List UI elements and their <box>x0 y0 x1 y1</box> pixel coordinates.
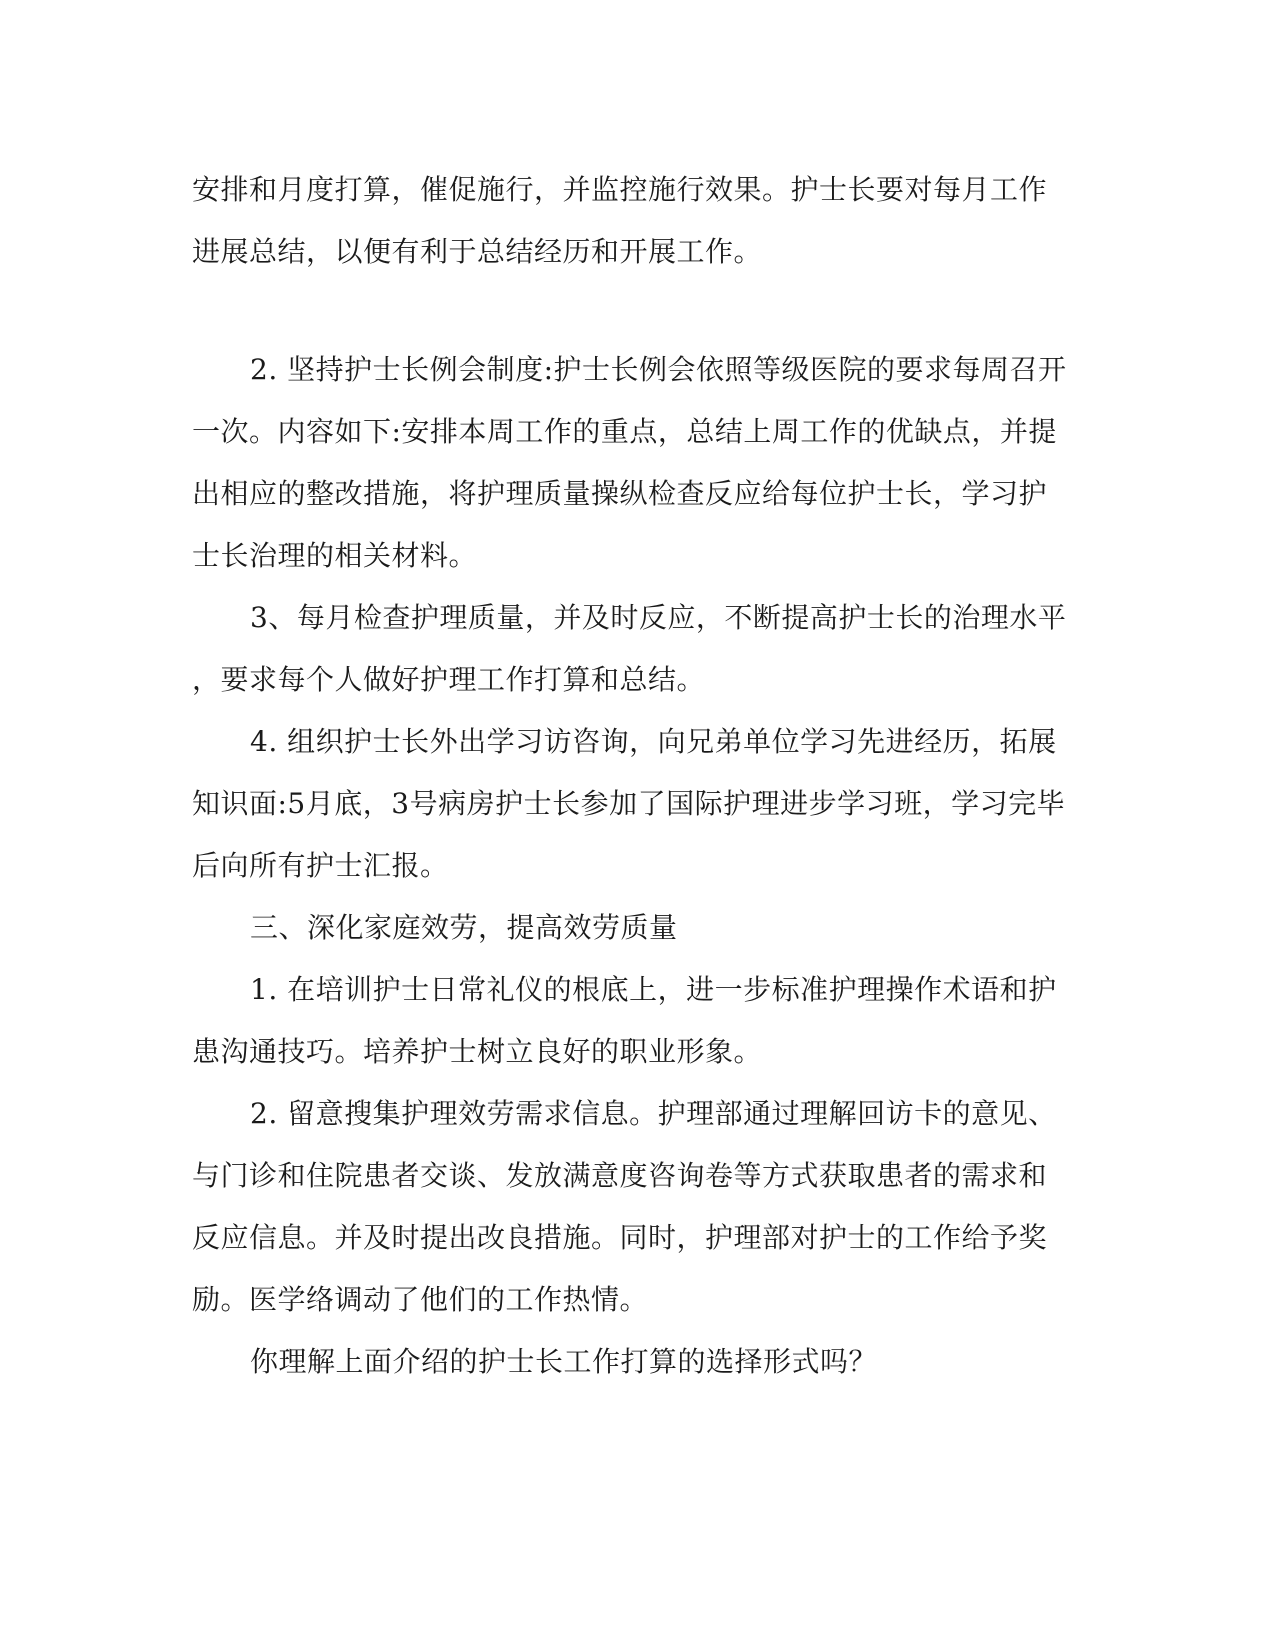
text-line: 励。医学络调动了他们的工作热情。 <box>192 1283 649 1316</box>
text-line: 反应信息。并及时提出改良措施。同时，护理部对护士的工作给予奖 <box>192 1221 1048 1254</box>
text-line: 患沟通技巧。培养护士树立良好的职业形象。 <box>192 1035 763 1068</box>
text-line: 知识面:5月底，3号病房护士长参加了国际护理进步学习班，学习完毕 <box>192 787 1066 820</box>
text-line: 一次。内容如下:安排本周工作的重点，总结上周工作的优缺点，并提 <box>192 415 1057 448</box>
text-line: 2. 留意搜集护理效劳需求信息。护理部通过理解回访卡的意见、 <box>250 1097 1057 1130</box>
text-line: 后向所有护士汇报。 <box>192 849 449 882</box>
text-line: 2. 坚持护士长例会制度:护士长例会依照等级医院的要求每周召开 <box>250 353 1067 386</box>
text-line: 安排和月度打算，催促施行，并监控施行效果。护士长要对每月工作 <box>192 173 1048 206</box>
text-line: 1. 在培训护士日常礼仪的根底上，进一步标准护理操作术语和护 <box>250 973 1057 1006</box>
text-line: 士长治理的相关材料。 <box>192 539 478 572</box>
text-line: ，要求每个人做好护理工作打算和总结。 <box>192 663 706 696</box>
text-line: 进展总结，以便有利于总结经历和开展工作。 <box>192 235 763 268</box>
closing-question: 你理解上面介绍的护士长工作打算的选择形式吗？ <box>250 1345 878 1378</box>
text-line: 3、每月检查护理质量，并及时反应，不断提高护士长的治理水平 <box>250 601 1067 634</box>
section-heading: 三、深化家庭效劳，提高效劳质量 <box>250 911 678 944</box>
text-line: 4. 组织护士长外出学习访咨询，向兄弟单位学习先进经历，拓展 <box>250 725 1057 758</box>
text-line: 与门诊和住院患者交谈、发放满意度咨询卷等方式获取患者的需求和 <box>192 1159 1048 1192</box>
text-line: 出相应的整改措施，将护理质量操纵检查反应给每位护士长，学习护 <box>192 477 1048 510</box>
